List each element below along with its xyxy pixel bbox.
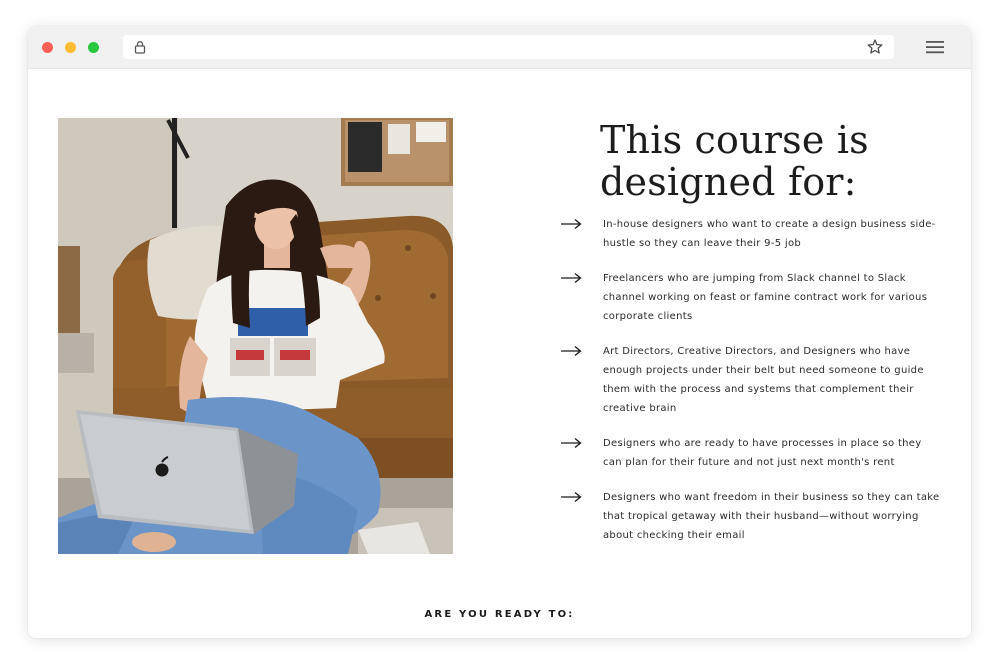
arrow-right-icon <box>560 345 582 357</box>
minimize-window-button[interactable] <box>65 42 76 53</box>
cta-heading: ARE YOU READY TO: <box>424 609 575 620</box>
arrow-right-icon <box>560 218 582 230</box>
page-title <box>600 119 930 203</box>
list-item <box>560 269 940 326</box>
list-item <box>560 434 940 472</box>
list-item <box>560 215 940 253</box>
list-item <box>560 488 940 545</box>
list-item-text: In-house designers who want to create a design business side-hustle so they can leave their 9-5 job <box>603 219 936 249</box>
hamburger-menu-icon[interactable] <box>925 39 945 55</box>
browser-toolbar <box>28 26 971 69</box>
title-line-2: designed for: <box>600 160 857 204</box>
list-item-text: Designers who are ready to have processes in place so they can plan for their future and not just next month's rent <box>603 438 922 468</box>
title-line-1: This course is <box>600 118 869 162</box>
audience-list <box>560 215 940 545</box>
maximize-window-button[interactable] <box>88 42 99 53</box>
star-icon[interactable] <box>866 38 884 56</box>
list-item <box>560 342 940 418</box>
list-item-text: Art Directors, Creative Directors, and Designers who have enough projects under their belt but need someone to guide them with the process and systems that complement their creative brain <box>603 346 924 414</box>
address-bar[interactable] <box>123 35 894 59</box>
list-item-text: Freelancers who are jumping from Slack channel to Slack channel working on feast or famine contract work for various corporate clients <box>603 273 928 322</box>
list-item-text: Designers who want freedom in their business so they can take that tropical getaway with their husband—without worrying about checking their email <box>603 492 940 541</box>
close-window-button[interactable] <box>42 42 53 53</box>
arrow-right-icon <box>560 437 582 449</box>
arrow-right-icon <box>560 491 582 503</box>
page-content <box>28 69 971 638</box>
hero-photo <box>58 118 453 554</box>
browser-window <box>28 26 971 638</box>
lock-icon <box>133 40 147 54</box>
arrow-right-icon <box>560 272 582 284</box>
photo-woman-laptop <box>58 118 453 554</box>
